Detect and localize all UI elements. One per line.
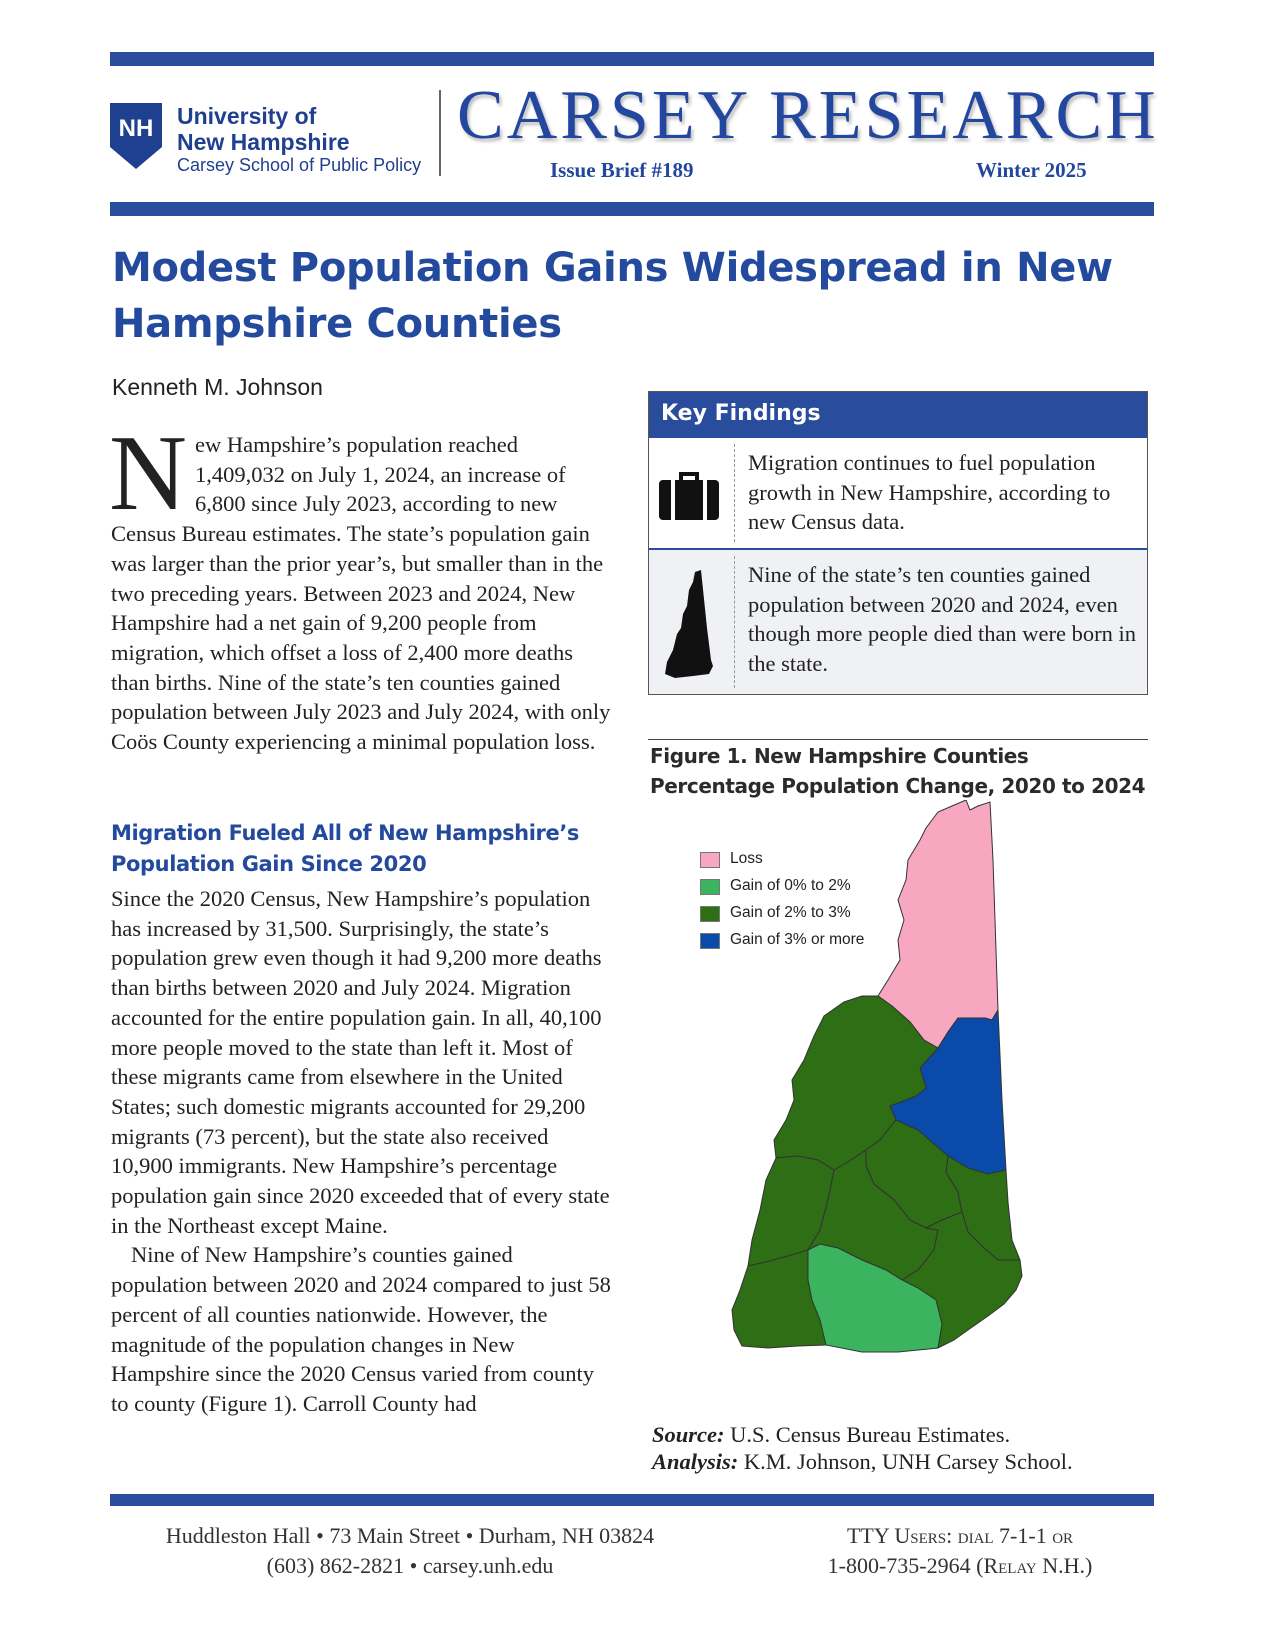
intro-paragraph (109, 414, 611, 757)
author-name: Kenneth M. Johnson (112, 374, 323, 400)
university-line-1: University of (177, 103, 317, 129)
footer-rule (110, 1494, 1154, 1506)
section-paragraph-2: Nine of New Hampshire’s counties gained population between 2020 and 2024 compared to just 58 percent of all counties nationwide. However, the magnitude of the population changes in New Hampshire since the 2020 Census varied from county to county (Figure 1). Carroll County had (111, 1242, 611, 1416)
source-text: U.S. Census Bureau Estimates. (730, 1422, 1011, 1447)
analysis-label: Analysis: (652, 1449, 739, 1474)
suitcase-icon (657, 470, 721, 522)
key-finding-item (649, 436, 1147, 550)
section-body (111, 884, 611, 1419)
key-finding-divider (734, 556, 735, 688)
key-finding-text: Nine of the state’s ten counties gained population between 2020 and 2024, even though more people died than were born in the state. (748, 562, 1137, 676)
analysis-text: K.M. Johnson, UNH Carsey School. (743, 1449, 1073, 1474)
unh-shield-icon (110, 103, 162, 169)
legend-swatch (700, 879, 720, 895)
key-finding-item (649, 550, 1147, 694)
legend-swatch (700, 906, 720, 922)
figure-rule (648, 739, 1148, 740)
key-findings-box (648, 391, 1148, 695)
logo-letters: NH (118, 115, 154, 142)
legend-label: Gain of 3% or more (730, 931, 865, 948)
footer-tty-line-2: 1-800-735-2964 (Relay N.H.) (827, 1553, 1093, 1578)
legend-label: Gain of 2% to 3% (730, 904, 851, 921)
key-findings-heading: Key Findings (649, 392, 1147, 436)
page-title: Modest Population Gains Widespread in New Hampshire Counties (112, 245, 1113, 347)
footer-address-line-1: Huddleston Hall • 73 Main Street • Durham, NH 03824 (165, 1523, 655, 1548)
intro-text: ew Hampshire’s population reached 1,409,032 on July 1, 2024, an increase of 6,800 since July 2023, according to new Census Bureau estimates. The state’s population gain was larger than the prior year’s, but smaller than in the two preceding years. Between 2023 and 2024, New Hampshire had a net gain of 9,200 people from migration, which offset a loss of 2,400 more deaths than births. Nine of the state’s ten counties gained population between July 2023 and July 2024, with only Coös County experiencing a minimal population loss. (111, 432, 611, 755)
university-name (177, 103, 350, 155)
issue-number: Issue Brief #189 (550, 158, 694, 182)
top-rule (110, 52, 1154, 66)
nh-county-map (648, 800, 1148, 1410)
legend-swatch (700, 933, 720, 949)
legend-label: Gain of 0% to 2% (730, 877, 851, 894)
section-heading: Migration Fueled All of New Hampshire’s Population Gain Since 2020 (111, 821, 580, 876)
unh-logo (110, 103, 422, 175)
issue-season: Winter 2025 (976, 158, 1087, 182)
footer-address (110, 1521, 710, 1581)
footer-tty (790, 1521, 1130, 1581)
source-label: Source: (652, 1422, 725, 1447)
legend-swatch (700, 852, 720, 868)
new-hampshire-map-icon (663, 570, 717, 680)
key-finding-divider (734, 444, 735, 542)
school-name: Carsey School of Public Policy (177, 155, 422, 175)
footer-address-line-2: (603) 862-2821 • carsey.unh.edu (266, 1553, 554, 1578)
masthead-title: CARSEY RESEARCH (457, 77, 1159, 154)
key-finding-text: Migration continues to fuel population growth in New Hampshire, according to new Census data. (748, 450, 1111, 534)
footer-tty-line-1: TTY Users: dial 7-1-1 or (846, 1523, 1074, 1548)
section-paragraph-1: Since the 2020 Census, New Hampshire’s population has increased by 31,500. Surprisingly, the state’s population grew even though it had 9,200 more deaths than births between 2020 and July 2024. Migration accounted for the entire population gain. In all, 40,100 more people moved to the state than left it. Most of these migrants came from elsewhere in the United States; such domestic migrants accounted for 29,200 migrants (73 percent), but the state also received 10,900 immigrants. New Hampshire’s percentage population gain since 2020 exceeded that of every state in the Northeast except Maine. (111, 886, 610, 1238)
masthead-divider (439, 90, 441, 176)
figure-title: Figure 1. New Hampshire Counties Percentage Population Change, 2020 to 2024 (650, 744, 1146, 798)
legend-label: Loss (730, 850, 763, 867)
masthead-bottom-rule (110, 202, 1154, 216)
university-line-2: New Hampshire (177, 129, 350, 155)
drop-cap: N (109, 414, 187, 533)
figure-source (652, 1421, 1172, 1475)
